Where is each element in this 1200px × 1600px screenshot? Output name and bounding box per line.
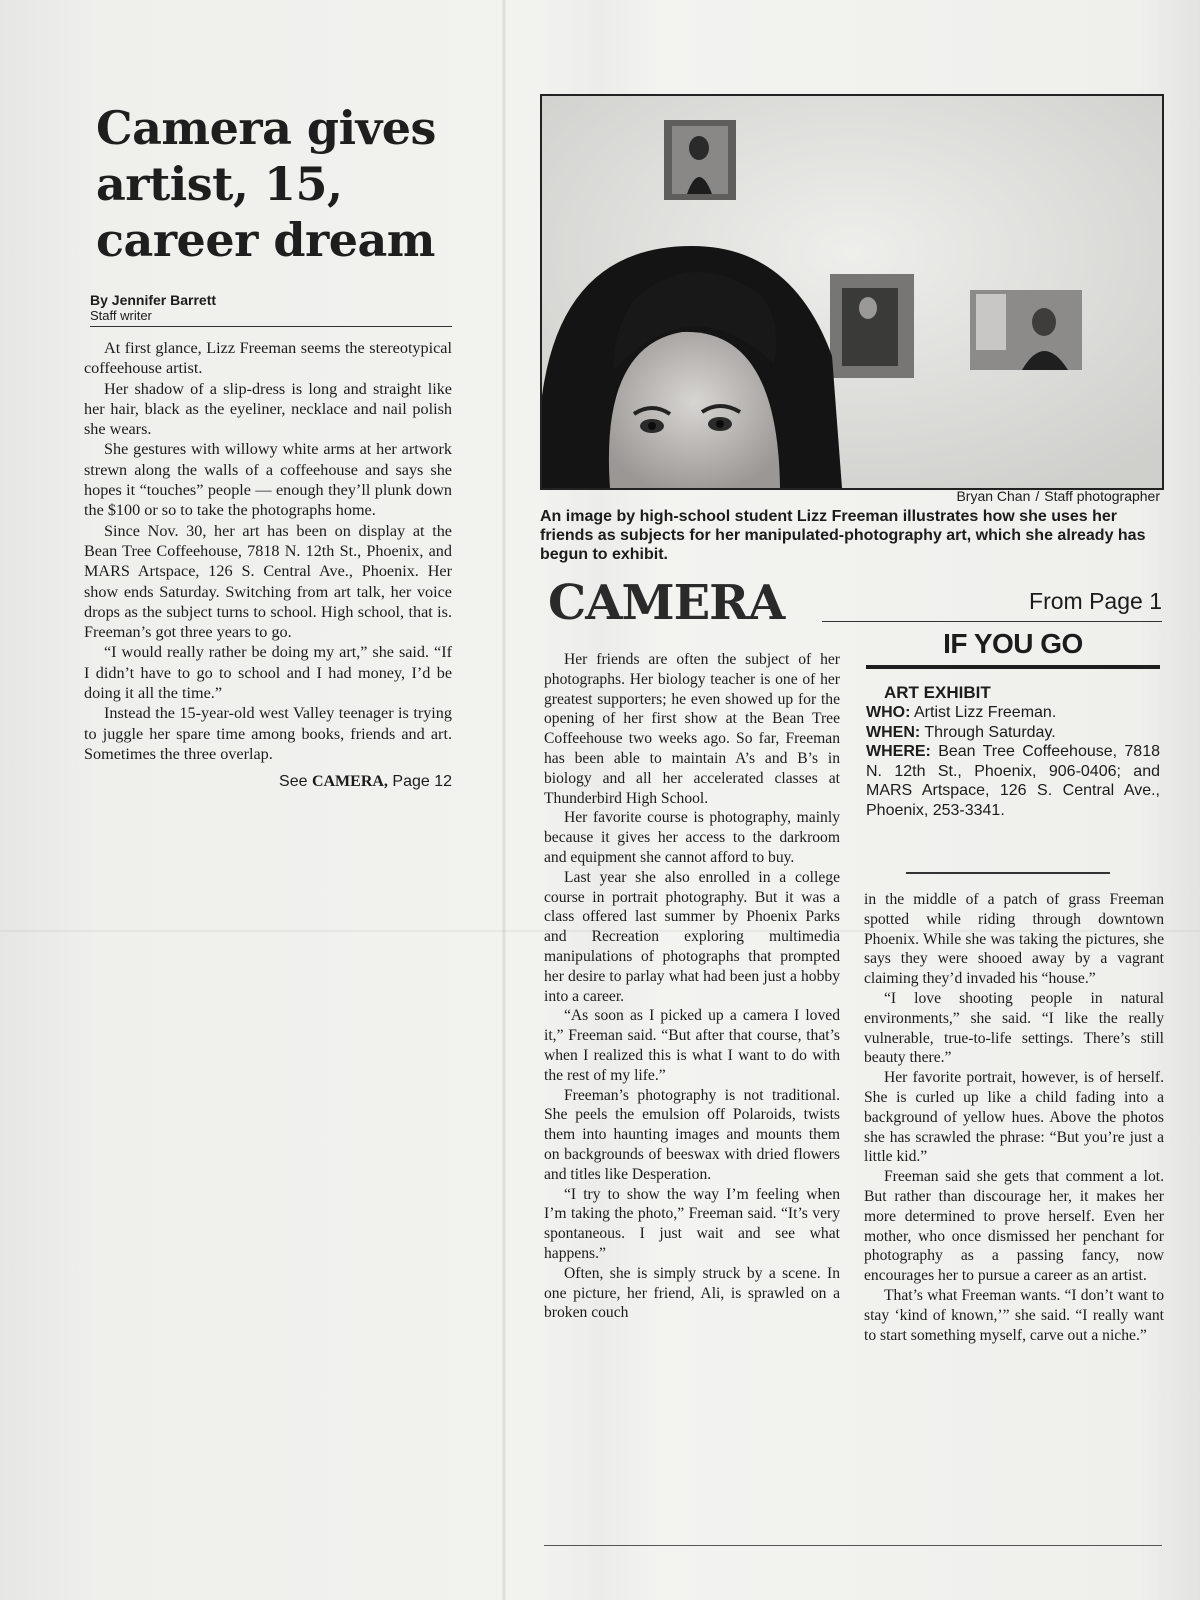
small-photo-middle	[830, 274, 914, 378]
article-paragraph: Her shadow of a slip-dress is long and straight like her hair, black as the eyeliner, necklace and nail polish she wears.	[84, 379, 452, 439]
when-label: WHEN:	[866, 723, 921, 741]
jump-rule	[822, 621, 1162, 622]
see-prefix: See	[279, 773, 308, 791]
see-word: CAMERA,	[311, 773, 388, 791]
article-paragraph: At first glance, Lizz Freeman seems the stereotypical coffeehouse artist.	[84, 339, 452, 378]
when-value: Through Saturday.	[924, 723, 1056, 741]
jump-paragraph: That’s what Freeman wants. “I don’t want to stay ‘kind of known,’” she said. “I really want to start something myself, carve out a niche.”	[864, 1286, 1164, 1344]
jump-paragraph: “I love shooting people in natural environments,” she said. “I like the really vulnerable, true-to-life settings. There’s still beauty there.”	[864, 989, 1164, 1067]
jump-paragraph: Freeman’s photography is not traditional. She peels the emulsion off Polaroids, twists them into haunting images and mounts them on backgrounds of beeswax with dried flowers and titles like Desperation.	[544, 1086, 840, 1183]
photo-caption: An image by high-school student Lizz Freeman illustrates how she uses her friends as subjects for her manipulated-photography art, which she already has begun to exhibit.	[540, 508, 1146, 563]
if-you-go-box	[866, 625, 1160, 820]
article-column-1	[84, 338, 452, 793]
article-paragraph: Instead the 15-year-old west Valley teenager is trying to juggle her spare time among books, friends and art. Sometimes the three overlap.	[84, 704, 452, 763]
jump-paragraph: Last year she also enrolled in a college course in portrait photography. But it was a class offered last summer by Phoenix Parks and Recreation exploring multimedia manipulations of photographs that prompted her desire to parlay what had been just a hobby into a career.	[544, 868, 840, 1005]
who-label: WHO:	[866, 704, 911, 721]
see-page: Page 12	[392, 773, 452, 791]
byline	[90, 292, 450, 323]
photo-credit-separator: /	[1035, 488, 1040, 504]
art-exhibit-title: ART EXHIBIT	[884, 683, 991, 702]
continued-line	[84, 772, 452, 792]
small-photo-top	[664, 120, 736, 200]
photo-credit-name: Bryan Chan	[956, 488, 1031, 504]
if-you-go-bar	[866, 665, 1160, 669]
article-paragraph: She gestures with willowy white arms at her artwork strewn along the walls of a coffeehouse and says she hopes it “touches” people — enough they’ll plunk down the $100 or so to take the photographs home.	[84, 440, 452, 520]
byline-role: Staff writer	[90, 308, 152, 323]
where-label: WHERE:	[866, 743, 931, 760]
photo-credit	[540, 488, 1160, 504]
page-fold	[502, 0, 506, 1600]
article-paragraph: Since Nov. 30, her art has been on display at the Bean Tree Coffeehouse, 7818 N. 12th St., Phoenix, and MARS Artspace, 126 S. Central Ave., Phoenix. Her show ends Saturday. Switching from art talk, her voice drops as the subject turns to school. High school, that is. Freeman’s got three years to go.	[84, 521, 452, 642]
jump-paragraph: Often, she is simply struck by a scene. In one picture, her friend, Ali, is sprawled on a broken couch	[544, 1264, 840, 1322]
where-entry	[866, 742, 1160, 820]
article-photo	[540, 94, 1164, 490]
bottom-rule	[544, 1545, 1162, 1546]
if-you-go-title: IF YOU GO	[943, 628, 1083, 659]
jump-paragraph: Her friends are often the subject of her photographs. Her biology teacher is one of her greatest supporters; he even showed up for the opening of her first show at the Bean Tree Coffeehouse two weeks ago. So far, Freeman has been able to maintain A’s and B’s in biology and all her accelerated classes at Thunderbird High School.	[544, 651, 840, 807]
small-photo-right	[970, 290, 1082, 370]
from-page-label: From Page 1	[1029, 588, 1162, 614]
jump-paragraph: “As soon as I picked up a camera I loved it,” Freeman said. “But after that course, that’s when I realized this is what I want to do with the rest of my life.”	[544, 1007, 840, 1084]
when-entry	[866, 723, 1160, 743]
jump-paragraph: “I try to show the way I’m feeling when I’m taking the photo,” Freeman said. “It’s very spontaneous. I just wait and see what happens.”	[544, 1185, 840, 1262]
jump-column-1	[544, 650, 840, 1323]
if-you-go-bottom-rule	[906, 872, 1110, 874]
who-value: Artist Lizz Freeman.	[914, 704, 1057, 721]
photo-collage-image	[542, 96, 1162, 488]
byline-rule	[90, 326, 452, 327]
jump-column-2	[864, 890, 1164, 1345]
photo-credit-role: Staff photographer	[1044, 488, 1160, 504]
article-headline: Camera gives artist, 15, career dream	[96, 101, 436, 267]
byline-name: By Jennifer Barrett	[90, 292, 217, 308]
where-value: Bean Tree Coffeehouse, 7818 N. 12th St., Phoenix, 906-0406; and MARS Artspace, 126 S. Central Ave., Phoenix, 253-3341.	[866, 743, 1160, 819]
jump-paragraph: in the middle of a patch of grass Freeman spotted while riding through downtown Phoenix. While she was taking the pictures, she says they were shooed away by a vagrant claiming they’d invaded his “house.”	[864, 891, 1164, 988]
jump-paragraph: Her favorite course is photography, mainly because it gives her access to the darkroom and equipment she cannot afford to buy.	[544, 809, 840, 866]
jump-headline: CAMERA	[548, 575, 785, 631]
jump-paragraph: Her favorite portrait, however, is of herself. She is curled up like a child fading into a background of yellow hues. Above the photos she has scrawled the phrase: “But you’re just a little kid.”	[864, 1069, 1164, 1166]
article-paragraph: “I would really rather be doing my art,” she said. “If I didn’t have to go to school and I had money, I’d be doing it all the time.”	[84, 643, 452, 703]
jump-paragraph: Freeman said she gets that comment a lot. But rather than discourage her, it makes her more determined to prove herself. Even her mother, who once dismissed her penchant for photography as a passing fancy, now encourages her to pursue a career as an artist.	[864, 1168, 1164, 1285]
who-entry	[866, 703, 1160, 723]
